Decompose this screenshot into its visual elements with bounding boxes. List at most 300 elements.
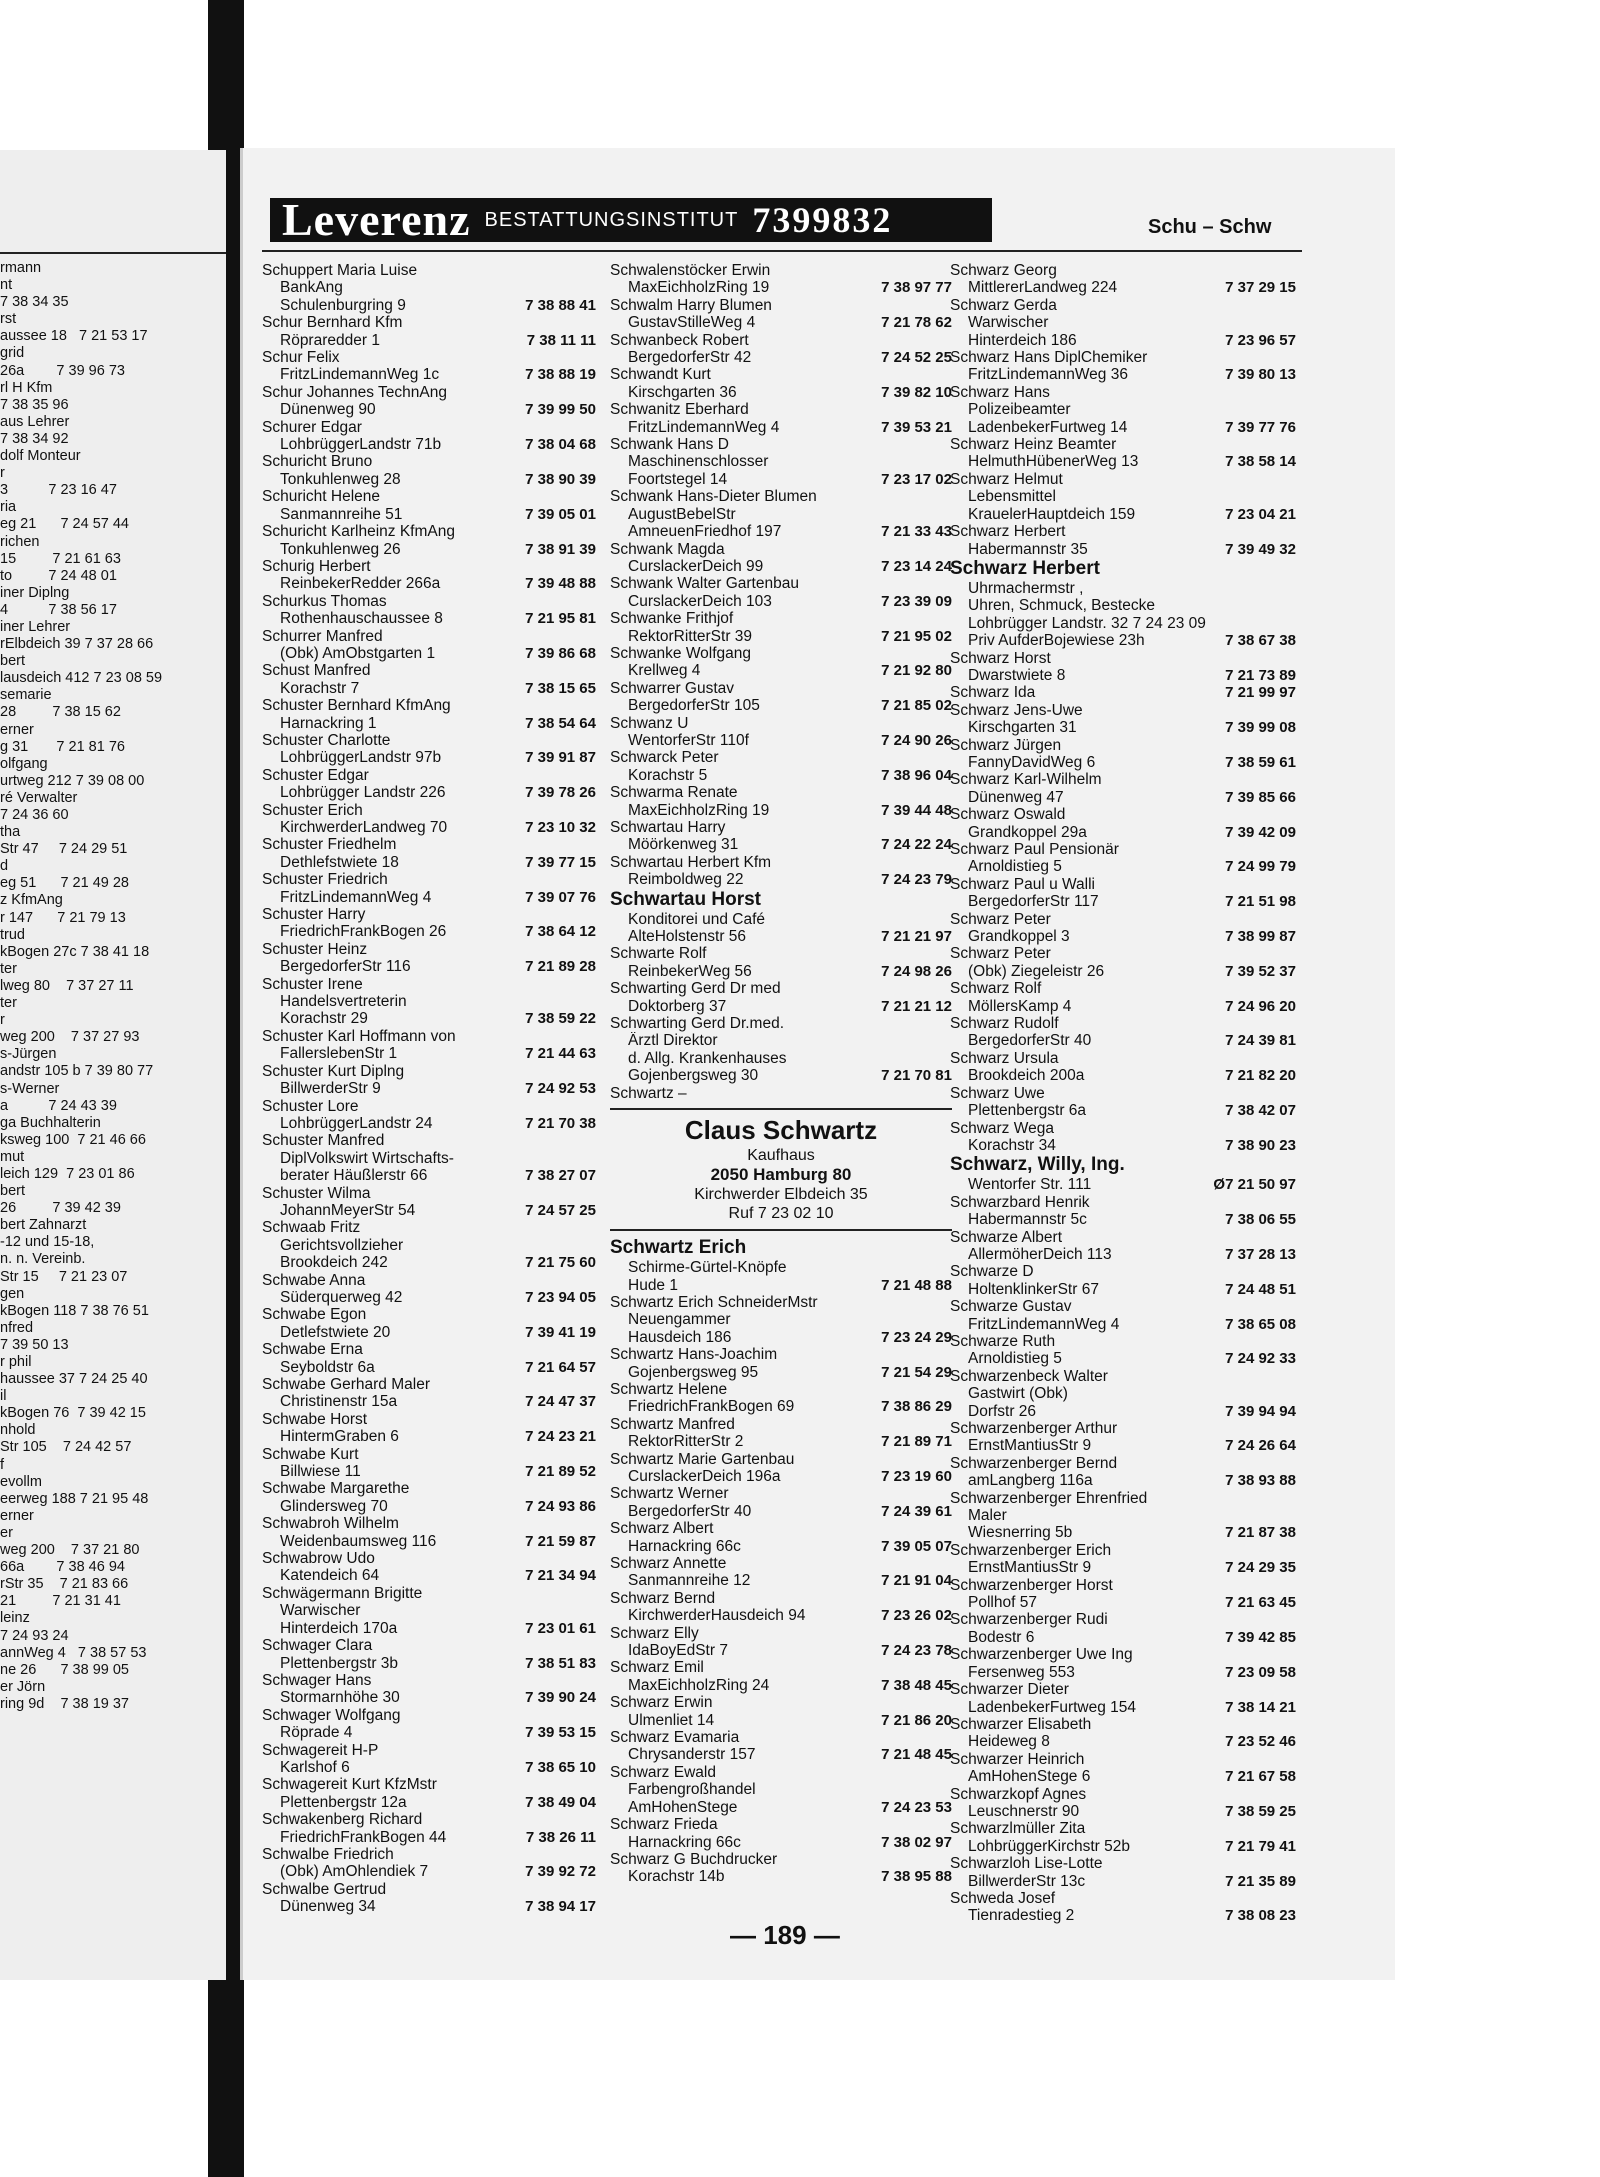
entry-name: Schwarz Erwin xyxy=(610,1694,713,1712)
entry-detail: FriedrichFrankBogen 69 xyxy=(628,1398,795,1416)
directory-entry xyxy=(610,1294,952,1346)
entry-name: Schwartz Erich SchneiderMstr xyxy=(610,1293,818,1311)
banner-subtitle: BESTATTUNGSINSTITUT xyxy=(484,208,739,231)
entry-phone-number: 7 21 59 87 xyxy=(525,1532,596,1550)
left-fragment-line: weg 200 7 37 27 93 xyxy=(0,1029,140,1046)
directory-entry xyxy=(610,1729,952,1764)
directory-entry xyxy=(950,1050,1296,1085)
entry-phone-number: 7 38 15 65 xyxy=(525,679,596,697)
left-fragment-line: il xyxy=(0,1388,7,1405)
entry-name: Schwarz Albert xyxy=(610,1520,714,1538)
entry-name: Schurer Edgar xyxy=(262,418,362,436)
entry-phone-number: 7 39 44 48 xyxy=(881,801,952,819)
entry-detail: Hinterdeich 186 xyxy=(968,331,1077,349)
entry-detail: Süderquerweg 42 xyxy=(280,1288,403,1306)
entry-phone-number: 7 38 14 21 xyxy=(1225,1698,1296,1716)
entry-name: Schwarz Rolf xyxy=(950,980,1042,998)
entry-phone-number: 7 39 86 68 xyxy=(525,644,596,662)
left-fragment-line: s-Jürgen xyxy=(0,1046,57,1063)
entry-name: Schuster Friedhelm xyxy=(262,836,397,854)
entry-detail: ErnstMantiusStr 9 xyxy=(968,1437,1092,1455)
entry-name: Schwarze Ruth xyxy=(950,1332,1056,1350)
entry-name: Schwarz Emil xyxy=(610,1659,704,1677)
entry-phone-number: 7 38 64 12 xyxy=(525,923,596,941)
entry-phone-number: 7 21 73 89 xyxy=(1225,666,1296,684)
directory-entry xyxy=(950,841,1296,876)
directory-entry xyxy=(610,1851,952,1886)
page-number: — 189 — xyxy=(730,1920,840,1950)
entry-name: Schuster Friedrich xyxy=(262,871,388,889)
entry-name: Schuster Harry xyxy=(262,906,366,924)
entry-phone-number: 7 39 99 08 xyxy=(1225,719,1296,737)
entry-detail: LohbrüggerKirchstr 52b xyxy=(968,1837,1130,1855)
directory-entry xyxy=(950,1194,1296,1229)
entry-phone-number: 7 24 22 24 xyxy=(881,836,952,854)
entry-detail: Ärztl Direktor xyxy=(628,1032,718,1050)
left-fragment-line: 26a 7 39 96 73 xyxy=(0,362,125,379)
entry-detail: FritzLindemannWeg 36 xyxy=(968,366,1128,384)
left-fragment-line: Str 105 7 24 42 57 xyxy=(0,1439,132,1456)
left-fragment-line: 3 7 23 16 47 xyxy=(0,482,117,499)
entry-name: Schwalm Harry Blumen xyxy=(610,296,772,314)
directory-entry xyxy=(950,1085,1296,1120)
entry-phone-number: 7 21 33 43 xyxy=(881,523,952,541)
left-fragment-line: 21 7 21 31 41 xyxy=(0,1593,121,1610)
entry-detail: RektorRitterStr 2 xyxy=(628,1433,744,1451)
entry-detail: Glindersweg 70 xyxy=(280,1497,388,1515)
entry-name: Schwarting Gerd Dr.med. xyxy=(610,1015,785,1033)
entry-detail: Wiesnerring 5b xyxy=(968,1524,1073,1542)
entry-detail: Röpraredder 1 xyxy=(280,331,380,349)
entry-name: Schwarz Annette xyxy=(610,1555,727,1572)
entry-name: Schwager Hans xyxy=(262,1671,372,1689)
entry-phone-number: 7 39 07 76 xyxy=(525,888,596,906)
entry-name: Schwarze Albert xyxy=(950,1228,1062,1246)
left-fragment-line: kBogen 118 7 38 76 51 xyxy=(0,1302,149,1319)
left-fragment-line: aus Lehrer xyxy=(0,413,70,430)
entry-name: Schwabe Gerhard Maler xyxy=(262,1376,430,1393)
left-fragment-line: rl H Kfm xyxy=(0,379,53,396)
entry-detail: Harnackring 1 xyxy=(280,714,377,732)
left-fragment-line: haussee 37 7 24 25 40 xyxy=(0,1371,148,1388)
entry-phone-number: 7 38 06 55 xyxy=(1225,1211,1296,1229)
entry-name: Schwartau Herbert Kfm xyxy=(610,853,772,871)
entry-phone-number: 7 38 94 17 xyxy=(525,1898,596,1916)
entry-phone-number: 7 21 67 58 xyxy=(1225,1768,1296,1786)
directory-entry xyxy=(610,854,952,889)
left-fragment-line: 7 38 35 96 xyxy=(0,396,69,413)
left-fragment-line: s-Werner xyxy=(0,1080,60,1097)
left-fragment-line: er Jörn xyxy=(0,1678,46,1695)
ad-line: Kirchwerder Elbdeich 35 xyxy=(694,1186,868,1204)
entry-name: Schuster Kurt Diplng xyxy=(262,1062,405,1080)
entry-detail: Polizeibeamter xyxy=(968,401,1071,419)
directory-entry xyxy=(950,349,1296,384)
directory-entry xyxy=(262,1881,596,1916)
entry-phone-number: 7 38 90 23 xyxy=(1225,1136,1296,1154)
entry-detail: HoltenklinkerStr 67 xyxy=(968,1280,1099,1298)
entry-detail: FriedrichFrankBogen 26 xyxy=(280,923,447,941)
entry-detail: Bodestr 6 xyxy=(968,1628,1035,1646)
entry-detail: FritzLindemannWeg 1c xyxy=(280,366,440,384)
directory-entry xyxy=(262,1480,596,1515)
entry-detail: LadenbekerFurtweg 14 xyxy=(968,418,1128,436)
entry-detail: MaxEichholzRing 24 xyxy=(628,1676,770,1694)
entry-name: Schwarz Heinz Beamter xyxy=(950,436,1117,454)
entry-detail: Kirschgarten 31 xyxy=(968,719,1077,737)
entry-phone-number: 7 23 14 24 xyxy=(881,557,952,575)
entry-detail: MöllersKamp 4 xyxy=(968,997,1072,1015)
directory-entry xyxy=(610,1590,952,1625)
entry-name: Schwarz Hans xyxy=(950,383,1050,401)
entry-name: Schwartz Helene xyxy=(610,1380,728,1398)
entry-detail: Tienradestieg 2 xyxy=(968,1907,1075,1925)
left-fragment-line: 26 7 39 42 39 xyxy=(0,1200,121,1217)
entry-detail: Grandkoppel 3 xyxy=(968,928,1070,946)
left-page-fragment xyxy=(0,150,226,1980)
entry-phone-number: 7 23 04 21 xyxy=(1225,505,1296,523)
entry-detail: Neuengammer xyxy=(628,1311,731,1329)
left-fragment-line: iner Lehrer xyxy=(0,618,71,635)
directory-entry xyxy=(610,680,952,715)
entry-phone-number: 7 39 94 94 xyxy=(1225,1402,1296,1420)
entry-detail: Farbengroßhandel xyxy=(628,1781,756,1799)
directory-entry xyxy=(262,419,596,454)
entry-name: Schwakenberg Richard xyxy=(262,1811,423,1829)
entry-phone-number: 7 24 52 25 xyxy=(881,349,952,367)
entry-detail: ReinbekerRedder 266a xyxy=(280,575,441,593)
left-fragment-line: eg 51 7 21 49 28 xyxy=(0,875,129,892)
entry-name: Schwarzenbeck Walter xyxy=(950,1367,1108,1385)
entry-name: Schuricht Karlheinz KfmAng xyxy=(262,523,455,541)
left-fragment-line: 15 7 21 61 63 xyxy=(0,550,121,567)
entry-detail: AllermöherDeich 113 xyxy=(968,1245,1112,1263)
entry-phone-number: 7 38 59 61 xyxy=(1225,753,1296,771)
left-fragment-line: andstr 105 b 7 39 80 77 xyxy=(0,1063,154,1080)
entry-phone-number: 7 23 94 05 xyxy=(525,1288,596,1306)
directory-entry xyxy=(262,1585,596,1637)
entry-detail: Korachstr 34 xyxy=(968,1136,1056,1154)
entry-phone-number: 7 21 54 29 xyxy=(881,1363,952,1381)
left-fragment-line: z KfmAng xyxy=(0,892,63,909)
entry-phone-number: 7 21 34 94 xyxy=(525,1567,596,1585)
entry-phone-number: 7 23 10 32 xyxy=(525,819,596,836)
directory-entry xyxy=(262,1376,596,1411)
entry-name: Schwarma Renate xyxy=(610,784,738,802)
directory-entry xyxy=(610,1694,952,1729)
entry-detail: Korachstr 14b xyxy=(628,1868,725,1886)
entry-detail: Harnackring 66c xyxy=(628,1833,741,1851)
directory-entry xyxy=(610,1816,952,1851)
directory-entry xyxy=(610,1237,952,1294)
left-fragment-line: ne 26 7 38 99 05 xyxy=(0,1661,129,1678)
entry-name: Schuster Irene xyxy=(262,975,363,993)
entry-name: Schuster Bernhard KfmAng xyxy=(262,697,451,715)
entry-name: Schuster Wilma xyxy=(262,1184,371,1202)
entry-phone-number: 7 38 11 11 xyxy=(526,331,596,349)
entry-detail: FallerslebenStr 1 xyxy=(280,1045,398,1063)
directory-entry xyxy=(262,1306,596,1341)
directory-entry xyxy=(262,1846,596,1881)
left-fragment-line: nfred xyxy=(0,1319,34,1336)
directory-entry xyxy=(950,1455,1296,1490)
directory-entry xyxy=(262,1515,596,1550)
entry-detail: Korachstr 29 xyxy=(280,1010,368,1028)
directory-entry xyxy=(950,702,1296,737)
entry-detail: Gojenbergsweg 30 xyxy=(628,1067,759,1085)
entry-name: Schur Johannes TechnAng xyxy=(262,383,447,401)
entry-name: Schwarzloh Lise-Lotte xyxy=(950,1855,1103,1873)
entry-phone-number: 7 38 96 04 xyxy=(881,766,952,784)
left-fragment-line: ring 9d 7 38 19 37 xyxy=(0,1695,129,1712)
entry-phone-number: 7 21 89 28 xyxy=(525,958,596,976)
entry-detail: Pollhof 57 xyxy=(968,1594,1037,1612)
entry-name: Schwank Hans-Dieter Blumen xyxy=(610,488,817,506)
entry-detail: Brookdeich 242 xyxy=(280,1254,388,1272)
entry-phone-number: 7 37 29 15 xyxy=(1225,279,1296,297)
directory-entry xyxy=(262,1637,596,1672)
directory-entry xyxy=(950,911,1296,946)
entry-phone-number: 7 39 82 10 xyxy=(881,383,952,401)
entry-name: Schwanke Wolfgang xyxy=(610,644,752,662)
left-fragment-line: ria xyxy=(0,499,17,516)
entry-phone-number: 7 24 47 37 xyxy=(525,1393,596,1411)
entry-detail: FannyDavidWeg 6 xyxy=(968,753,1096,771)
left-fragment-line: to 7 24 48 01 xyxy=(0,567,117,584)
directory-entry xyxy=(610,980,952,1015)
entry-name: Schwabe Kurt xyxy=(262,1445,359,1463)
directory-entry xyxy=(262,628,596,663)
entry-name: Schwarzbard Henrik xyxy=(950,1193,1090,1211)
entry-phone-number: 7 39 92 72 xyxy=(525,1863,596,1881)
entry-detail: Seyboldstr 6a xyxy=(280,1358,375,1376)
entry-phone-number: 7 21 48 45 xyxy=(881,1746,952,1764)
directory-entry xyxy=(950,1263,1296,1298)
entry-detail: Chrysanderstr 157 xyxy=(628,1746,756,1764)
entry-name: Schwarz Helmut xyxy=(950,470,1063,488)
directory-entry xyxy=(610,715,952,750)
entry-name: Schwarzkopf Agnes xyxy=(950,1785,1087,1803)
left-fragment-line: dolf Monteur xyxy=(0,448,81,465)
entry-detail: Uhren, Schmuck, Bestecke xyxy=(968,597,1155,615)
directory-entry xyxy=(950,1820,1296,1855)
entry-phone-number: 7 38 88 41 xyxy=(525,296,596,314)
display-ad xyxy=(610,1108,952,1231)
entry-detail: IdaBoyEdStr 7 xyxy=(628,1642,728,1660)
entry-detail: LohbrüggerLandstr 71b xyxy=(280,436,442,454)
directory-entry xyxy=(950,650,1296,685)
entry-name: Schwägermann Brigitte xyxy=(262,1584,423,1602)
entry-detail: HintermGraben 6 xyxy=(280,1428,399,1446)
entry-detail: Warwischer xyxy=(280,1602,361,1620)
entry-detail: Weidenbaumsweg 116 xyxy=(280,1532,437,1550)
left-fragment-line: mut xyxy=(0,1148,25,1165)
left-fragment-line: d xyxy=(0,858,9,875)
directory-entry xyxy=(950,384,1296,436)
directory-entry xyxy=(610,1085,952,1102)
entry-detail: Rothenhauschaussee 8 xyxy=(280,610,443,628)
entry-phone-number: 7 24 39 61 xyxy=(881,1502,952,1520)
entry-phone-number: 7 21 70 38 xyxy=(525,1114,596,1132)
directory-entry xyxy=(262,593,596,628)
directory-column-1 xyxy=(262,262,596,1916)
directory-entry xyxy=(610,488,952,540)
directory-entry xyxy=(262,662,596,697)
entry-detail: Katendeich 64 xyxy=(280,1567,380,1585)
left-fragment-line: rStr 35 7 21 83 66 xyxy=(0,1576,129,1593)
entry-detail: Wentorfer Str. 111 xyxy=(968,1176,1092,1194)
left-fragment-line: ga Buchhalterin xyxy=(0,1114,101,1131)
directory-entry xyxy=(950,1786,1296,1821)
entry-detail: WentorferStr 110f xyxy=(628,731,749,749)
left-fragment-line: nhold xyxy=(0,1422,36,1439)
entry-name: Schwarz Jens-Uwe xyxy=(950,701,1083,719)
entry-name: Schwarzenberger Arthur xyxy=(950,1420,1118,1437)
directory-entry xyxy=(610,1764,952,1816)
entry-phone-number: 7 37 28 13 xyxy=(1225,1245,1296,1263)
entry-phone-number: 7 39 48 88 xyxy=(525,575,596,593)
entry-detail: CurslackerDeich 99 xyxy=(628,557,764,575)
entry-phone-number: 7 23 17 02 xyxy=(881,470,952,488)
directory-entry xyxy=(262,1185,596,1220)
entry-detail: Lohbrügger Landstr 226 xyxy=(280,784,446,802)
entry-name: Schurkus Thomas xyxy=(262,592,387,610)
directory-entry xyxy=(262,1672,596,1707)
directory-entry xyxy=(262,1341,596,1376)
entry-phone-number: 7 39 91 87 xyxy=(525,749,596,767)
directory-entry xyxy=(950,558,1296,650)
entry-name: Schwarting Gerd Dr med xyxy=(610,980,781,998)
left-fragment-line: grid xyxy=(0,345,25,362)
entry-name: Schwarzer Heinrich xyxy=(950,1750,1085,1768)
entry-phone-number: 7 23 26 02 xyxy=(881,1607,952,1625)
ad-line: Ruf 7 23 02 10 xyxy=(728,1205,834,1223)
entry-phone-number: 7 39 05 07 xyxy=(881,1537,952,1555)
directory-entry xyxy=(262,453,596,488)
entry-name: Schwagereit Kurt KfzMstr xyxy=(262,1776,437,1794)
entry-phone-number: 7 38 97 77 xyxy=(881,279,952,297)
directory-entry xyxy=(950,737,1296,772)
directory-entry xyxy=(262,941,596,976)
entry-phone-number: 7 39 99 50 xyxy=(525,401,596,419)
left-fragment-line: ré Verwalter xyxy=(0,789,78,806)
left-fragment-line: 7 39 50 13 xyxy=(0,1336,69,1353)
entry-phone-number: 7 39 42 85 xyxy=(1225,1628,1296,1646)
entry-phone-number: 7 21 82 20 xyxy=(1225,1067,1296,1085)
directory-entry xyxy=(610,1659,952,1694)
entry-detail: Uhrmachermstr , xyxy=(968,579,1084,597)
entry-name: Schwanbeck Robert xyxy=(610,331,749,349)
left-fragment-line: a 7 24 43 39 xyxy=(0,1097,117,1114)
entry-name: Schur Bernhard Kfm xyxy=(262,314,403,332)
entry-detail: Maschinenschlosser xyxy=(628,453,769,471)
left-fragment-line: -12 und 15-18, xyxy=(0,1234,95,1251)
directory-entry xyxy=(610,784,952,819)
left-fragment-line: urtweg 212 7 39 08 00 xyxy=(0,772,145,789)
entry-detail: FritzLindemannWeg 4 xyxy=(628,418,780,436)
entry-name: Schurrer Manfred xyxy=(262,627,383,645)
entry-phone-number: 7 39 78 26 xyxy=(525,784,596,802)
left-fragment-line: trud xyxy=(0,926,25,943)
entry-phone-number: 7 21 79 41 xyxy=(1225,1837,1296,1855)
entry-phone-number: 7 24 29 35 xyxy=(1225,1559,1296,1577)
entry-detail: ErnstMantiusStr 9 xyxy=(968,1559,1092,1577)
entry-phone-number: 7 38 26 11 xyxy=(525,1828,596,1846)
entry-name: Schwarz Herbert xyxy=(950,557,1100,579)
entry-phone-number: 7 21 44 63 xyxy=(525,1045,596,1063)
directory-entry xyxy=(262,1811,596,1846)
directory-entry xyxy=(262,1550,596,1585)
entry-name: Schwarck Peter xyxy=(610,749,719,767)
entry-phone-number: 7 23 39 09 xyxy=(881,592,952,610)
entry-detail: Heideweg 8 xyxy=(968,1733,1050,1751)
entry-detail: Hausdeich 186 xyxy=(628,1328,732,1346)
directory-entry xyxy=(610,1520,952,1555)
entry-name: Schwarzenberger Rudi xyxy=(950,1611,1108,1629)
entry-detail: AmneuenFriedhof 197 xyxy=(628,523,782,541)
directory-entry xyxy=(262,1028,596,1063)
entry-name: Schwarz, Willy, Ing. xyxy=(950,1154,1125,1176)
directory-entry xyxy=(262,732,596,767)
entry-name: Schwarzenberger Bernd xyxy=(950,1454,1118,1472)
entry-name: Schwarz Uwe xyxy=(950,1084,1045,1102)
entry-name: Schwarz Herbert xyxy=(950,523,1066,541)
directory-entry xyxy=(610,819,952,854)
directory-entry xyxy=(950,1229,1296,1264)
entry-name: Schwager Wolfgang xyxy=(262,1706,401,1724)
entry-phone-number: 7 39 80 13 xyxy=(1225,366,1296,384)
entry-phone-number: 7 38 59 22 xyxy=(525,1010,596,1028)
entry-detail: Korachstr 5 xyxy=(628,766,708,784)
left-fragment-line: erner xyxy=(0,721,34,738)
entry-detail: Gojenbergsweg 95 xyxy=(628,1363,759,1381)
directory-entry xyxy=(950,436,1296,471)
entry-detail: Maler xyxy=(968,1507,1007,1525)
entry-detail: Krellweg 4 xyxy=(628,662,701,680)
directory-entry xyxy=(262,1219,596,1271)
directory-entry xyxy=(262,767,596,802)
left-fragment-line: 4 7 38 56 17 xyxy=(0,601,117,618)
entry-phone-number: 7 21 85 02 xyxy=(881,697,952,715)
directory-entry xyxy=(610,541,952,576)
entry-phone-number: 7 38 91 39 xyxy=(525,540,596,558)
entry-name: Schwalbe Gertrud xyxy=(262,1880,387,1898)
directory-entry xyxy=(950,1890,1296,1925)
directory-entry xyxy=(950,1120,1296,1155)
entry-name: Schwank Hans D xyxy=(610,436,729,454)
left-fragment-line: r xyxy=(0,1012,5,1029)
entry-detail: (Obk) AmOhlendiek 7 xyxy=(280,1863,429,1881)
entry-detail: KirchwerderHausdeich 94 xyxy=(628,1607,806,1625)
directory-entry xyxy=(262,262,596,314)
directory-entry xyxy=(610,1381,952,1416)
left-fragment-line: kBogen 76 7 39 42 15 xyxy=(0,1405,146,1422)
entry-detail: Grandkoppel 29a xyxy=(968,823,1087,841)
ad-title: Claus Schwartz xyxy=(684,1115,878,1146)
entry-detail: Arnoldistieg 5 xyxy=(968,858,1062,876)
left-fragment-line: tha xyxy=(0,824,21,841)
entry-detail: Sanmannreihe 12 xyxy=(628,1572,751,1590)
entry-phone-number: 7 38 86 29 xyxy=(881,1398,952,1416)
entry-phone-number: 7 38 27 07 xyxy=(525,1167,596,1185)
entry-name: Schwarz Peter xyxy=(950,945,1051,963)
entry-detail: Dorfstr 26 xyxy=(968,1402,1037,1420)
directory-entry xyxy=(950,297,1296,349)
left-fragment-line: gen xyxy=(0,1285,25,1302)
left-fragment-line: annWeg 4 7 38 57 53 xyxy=(0,1644,147,1661)
entry-name: Schwarz Hans DiplChemiker xyxy=(950,349,1148,367)
entry-detail: GustavStilleWeg 4 xyxy=(628,314,756,332)
